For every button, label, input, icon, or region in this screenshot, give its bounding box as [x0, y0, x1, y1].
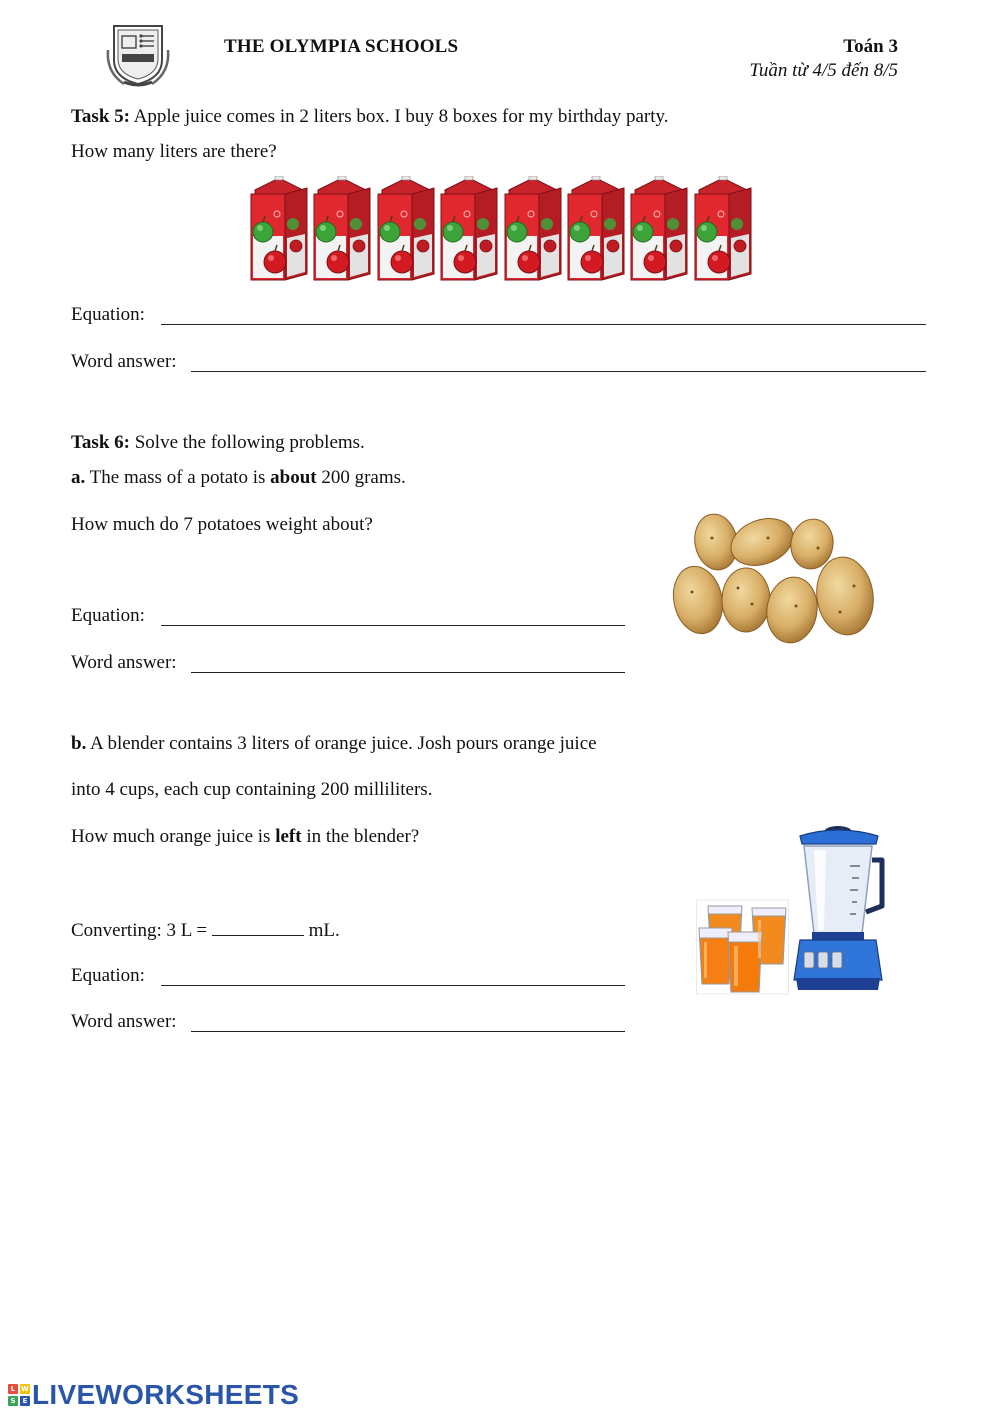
- converting-blank[interactable]: [212, 918, 304, 936]
- task5-question: How many liters are there?: [71, 141, 277, 162]
- task6a-text-after: 200 grams.: [316, 467, 406, 488]
- task6-statement: [71, 432, 365, 454]
- task5-word-answer-label: Word answer:: [71, 351, 177, 372]
- task6b-question-after: in the blender?: [301, 826, 420, 847]
- task6b-converting-unit: mL.: [303, 920, 340, 941]
- task5-word-answer-line[interactable]: [191, 371, 926, 372]
- task6a-label: a.: [71, 467, 86, 488]
- task6a-statement: [71, 467, 406, 489]
- task6b-text-line1: A blender contains 3 liters of orange juice. Josh pours orange juice: [86, 733, 597, 754]
- orange-juice-glasses-image: [696, 898, 792, 996]
- task6b-label: b.: [71, 733, 87, 754]
- potatoes-image: [668, 508, 878, 650]
- task6b-statement-line1: [71, 733, 597, 755]
- school-logo-icon: [104, 20, 172, 88]
- task6b-converting: [71, 918, 340, 942]
- juice-boxes-image: [249, 176, 753, 282]
- task6b-word-answer-line[interactable]: [191, 1031, 625, 1032]
- juice-box-icon: [312, 176, 372, 287]
- task6b-statement-line2: into 4 cups, each cup containing 200 milliliters.: [71, 779, 433, 800]
- task5-equation-label: Equation:: [71, 304, 145, 325]
- task5-equation-line[interactable]: [161, 324, 926, 325]
- task6b-equation-label: Equation:: [71, 965, 145, 986]
- brand-block: L: [8, 1384, 18, 1394]
- school-name: THE OLYMPIA SCHOOLS: [224, 36, 459, 57]
- brand-block: S: [8, 1396, 18, 1406]
- brand-block: E: [20, 1396, 30, 1406]
- task6a-word-answer-label: Word answer:: [71, 652, 177, 673]
- task6a-text-bold: about: [270, 467, 317, 488]
- juice-box-icon: [439, 176, 499, 287]
- subject-title: Toán 3: [843, 36, 898, 57]
- juice-box-icon: [693, 176, 753, 287]
- task6a-equation-line[interactable]: [161, 625, 625, 626]
- task6b-question-bold: left: [275, 826, 302, 847]
- task6-label: Task 6:: [71, 432, 130, 453]
- liveworksheets-logo: [8, 1378, 299, 1412]
- task6-text: Solve the following problems.: [129, 432, 365, 453]
- task6b-equation-line[interactable]: [161, 985, 625, 986]
- juice-box-icon: [566, 176, 626, 287]
- juice-box-icon: [376, 176, 436, 287]
- brand-block: W: [21, 1385, 29, 1393]
- task5-label: Task 5:: [71, 106, 130, 127]
- juice-box-icon: [629, 176, 689, 287]
- juice-box-icon: [249, 176, 309, 287]
- task6a-text-before: The mass of a potato is: [85, 467, 271, 488]
- task6b-converting-label: Converting: 3 L =: [71, 920, 212, 941]
- task6a-word-answer-line[interactable]: [191, 672, 625, 673]
- task5-text: Apple juice comes in 2 liters box. I buy 8 boxes for my birthday party.: [129, 106, 669, 127]
- week-range: Tuần từ 4/5 đến 8/5: [749, 60, 898, 81]
- task6b-word-answer-label: Word answer:: [71, 1011, 177, 1032]
- blender-image: [786, 822, 886, 998]
- task6b-question: [71, 826, 419, 848]
- brand-text: LIVEWORKSHEETS: [32, 1379, 300, 1410]
- task6b-question-before: How much orange juice is: [71, 826, 276, 847]
- brand-blocks-icon: [8, 1384, 30, 1406]
- task6a-equation-label: Equation:: [71, 605, 145, 626]
- juice-box-icon: [503, 176, 563, 287]
- task6a-question: How much do 7 potatoes weight about?: [71, 514, 373, 535]
- task5-statement: [71, 106, 669, 128]
